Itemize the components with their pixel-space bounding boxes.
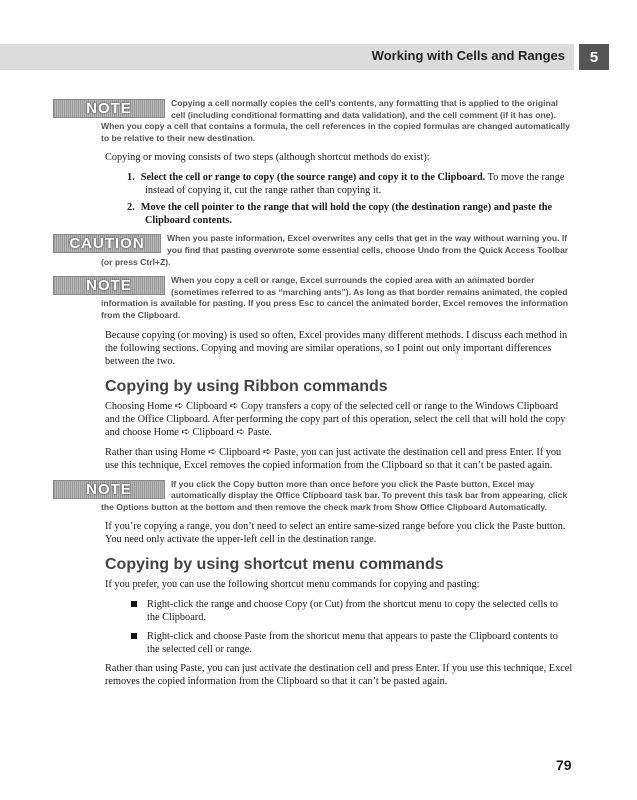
bullet-list <box>105 598 573 656</box>
body-paragraph: Because copying (or moving) is used so often, Excel provides many different methods. I discuss each method in the following sections. Copying and moving are similar operations, so I point out only important differences between the two. <box>105 329 568 367</box>
caution-text: When you paste information, Excel overwrites any cells that get in the way without warning you. If you find that pasting overwrote some essential cells, choose Undo from the Quick Access Toolbar (or press Ctrl+Z). <box>101 233 569 267</box>
running-header-title: Working with Cells and Ranges <box>371 48 565 63</box>
step-text: To move the range instead of copying it, cut the range rather than copying it. <box>145 172 565 197</box>
step-item <box>127 171 573 197</box>
note-text: If you click the Copy button more than once before you click the Paste button, Excel may automatically display the Office Clipboard task bar. To prevent this task bar from appearing, click the Options button at the bottom and then remove the check mark from Show Office Clipboard Automatically. <box>101 478 568 512</box>
step-item <box>127 201 573 227</box>
body-paragraph: Rather than using Home ➪ Clipboard ➪ Paste, you can just activate the destination cell and press Enter. If you use this technique, Excel removes the copied information from the Clipboard so that it can’t be pasted again. <box>105 446 562 471</box>
caution-badge-icon: CAUTION <box>53 234 161 253</box>
bullet-item: Right-click the range and choose Copy (or Cut) from the shortcut menu to copy the selected cells to the Clipboard. <box>131 598 573 624</box>
note-text: When you copy a cell or range, Excel surrounds the copied area with an animated border (sometimes referred to as “marching ants”). As long as that border remains animated, the copied information is available for pasting. If you press Esc to cancel the animated border, Excel removes the information from the Clipboard. <box>101 275 569 320</box>
page-body <box>69 98 573 695</box>
step-bold-text: Move the cell pointer to the range that will hold the copy (the destination range) and paste the Clipboard contents. <box>140 202 553 227</box>
caution-callout <box>69 233 573 268</box>
note-badge-icon: NOTE <box>53 276 165 295</box>
chapter-number-box: 5 <box>579 44 609 70</box>
step-bold-text: Select the cell or range to copy (the source range) and copy it to the Clipboard. <box>140 172 486 184</box>
note-badge-icon: NOTE <box>53 99 165 118</box>
note-callout <box>86 275 573 321</box>
section-heading: Copying by using Ribbon commands <box>105 377 388 395</box>
note-callout <box>86 98 573 144</box>
section-heading: Copying by using shortcut menu commands <box>105 556 444 574</box>
body-paragraph: Copying or moving consists of two steps (although shortcut methods do exist): <box>105 152 430 164</box>
step-number: 1. <box>127 172 135 184</box>
note-badge-icon: NOTE <box>53 480 165 499</box>
body-paragraph: If you’re copying a range, you don’t need to select an entire same-sized range before you click the Paste button. You need only activate the upper-left cell in the destination range. <box>105 521 566 546</box>
page-number: 79 <box>556 757 572 773</box>
steps-list <box>105 171 573 227</box>
body-paragraph: Choosing Home ➪ Clipboard ➪ Copy transfers a copy of the selected cell or range to the Windows Clipboard and the Office Clipboard. After performing the copy part of this operation, select the cell that will hold the copy and choose Home ➪ Clipboard ➪ Paste. <box>105 400 566 438</box>
step-number: 2. <box>127 202 135 214</box>
note-callout <box>86 478 573 514</box>
bullet-item: Right-click and choose Paste from the shortcut menu that appears to paste the Clipboard contents to the selected cell or range. <box>131 630 573 656</box>
body-paragraph: If you prefer, you can use the following shortcut menu commands for copying and pasting: <box>105 579 480 591</box>
body-paragraph: Rather than using Paste, you can just activate the destination cell and press Enter. If you use this technique, Excel removes the copied information from the Clipboard so that it can’t be pasted again. <box>105 663 573 688</box>
note-text: Copying a cell normally copies the cell’s contents, any formatting that is applied to the original cell (including conditional formatting and data validation), and the cell comment (if it has one). When you copy a cell that contains a formula, the cell references in the copied formulas are changed automatically to be relative to their new destination. <box>101 98 570 143</box>
